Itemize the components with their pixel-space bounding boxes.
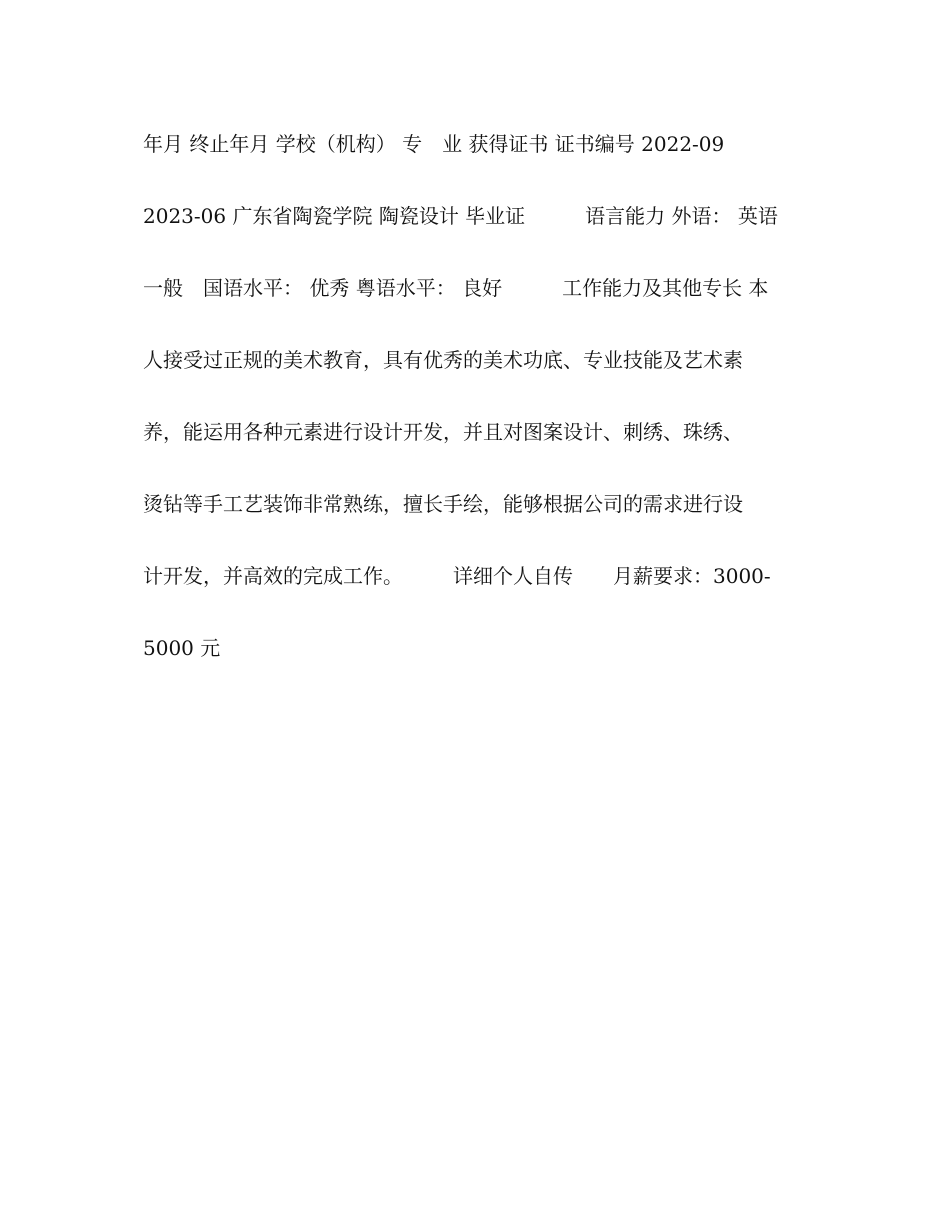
text-line-7: 计开发，并高效的完成工作。 详细个人自传 月薪要求：3000- xyxy=(143,564,771,588)
text-line-3: 一般 国语水平： 优秀 粤语水平： 良好 工作能力及其他专长 本 xyxy=(143,276,769,300)
text-line-1: 年月 终止年月 学校（机构） 专 业 获得证书 证书编号 2022-09 xyxy=(143,132,725,156)
text-line-5: 养，能运用各种元素进行设计开发，并且对图案设计、刺绣、珠绣、 xyxy=(143,420,743,444)
text-line-4: 人接受过正规的美术教育，具有优秀的美术功底、专业技能及艺术素 xyxy=(143,348,743,372)
text-line-2: 2023-06 广东省陶瓷学院 陶瓷设计 毕业证 语言能力 外语： 英语 xyxy=(143,204,778,228)
text-line-6: 烫钻等手工艺装饰非常熟练，擅长手绘，能够根据公司的需求进行设 xyxy=(143,492,743,516)
text-line-8: 5000 元 xyxy=(143,636,221,660)
